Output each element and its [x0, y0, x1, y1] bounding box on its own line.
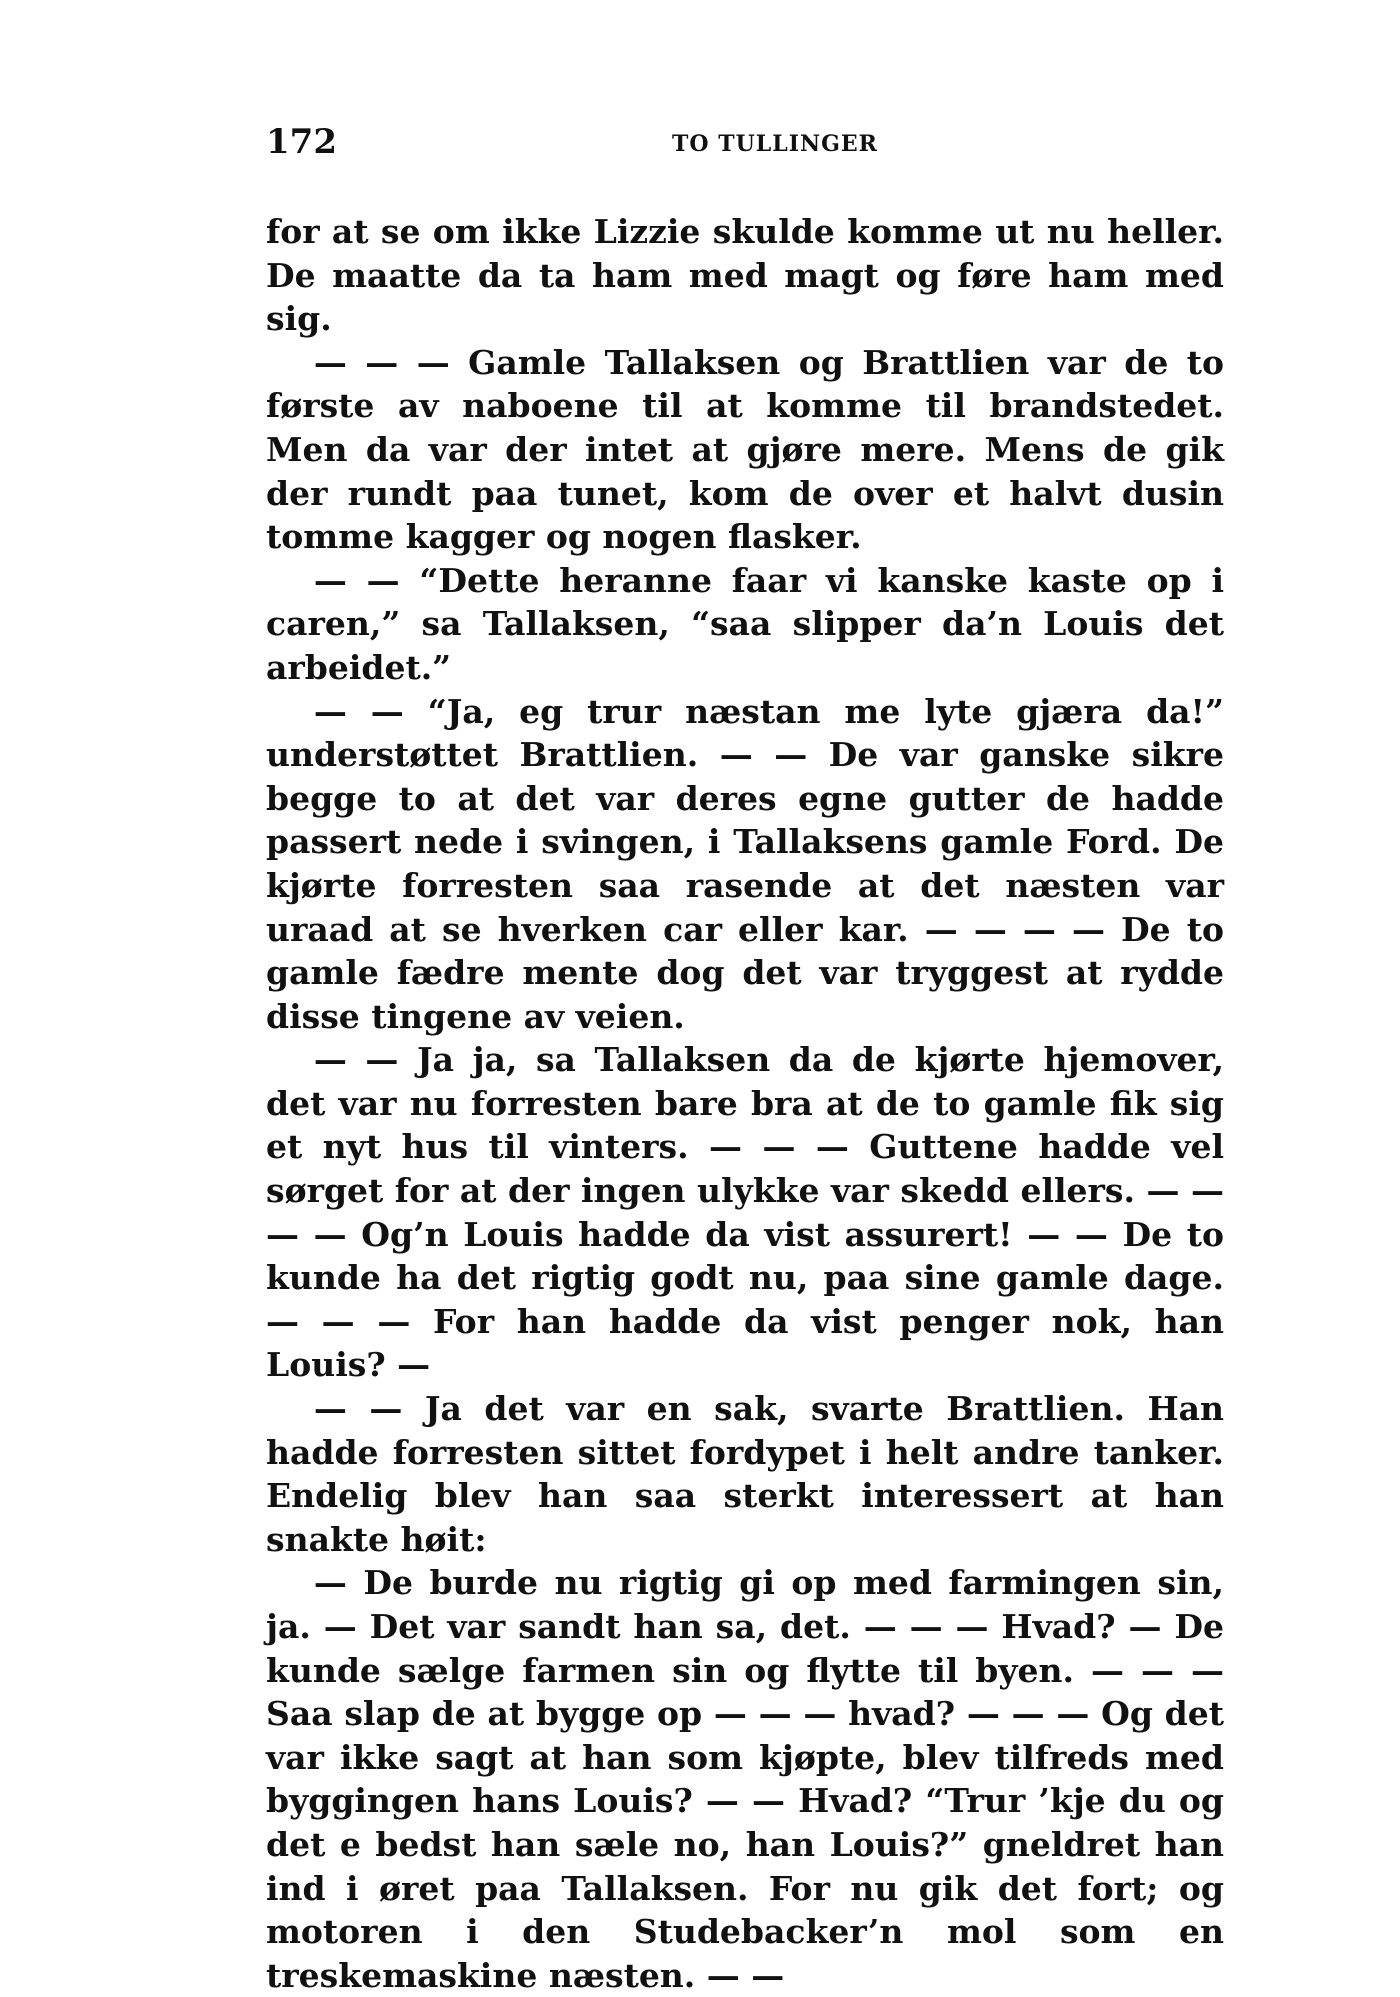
page-number: 172 [266, 122, 337, 162]
book-title: TO TULLINGER [672, 131, 878, 157]
paragraph-4: — — “Ja, eg trur næstan me lyte gjæra da!” understøttet Brattlien. — — De var ganske sikre begge to at det var deres egne gutter de hadde passert nede i svingen, i Tallaksens gamle Ford. De kjørte forresten saa rasende at det næsten var uraad at se hverken car eller kar. — — — — De to gamle fædre mente dog det var tryggest at rydde disse tingene av veien. [266, 691, 1224, 1036]
paragraph-2: — — — Gamle Tallaksen og Brattlien var de to første av naboene til at komme til brandstedet. Men da var der intet at gjøre mere. Mens de gik der rundt paa tunet, kom de over et halvt dusin tomme kagger og nogen flasker. [266, 342, 1224, 557]
paragraph-1: for at se om ikke Lizzie skulde komme ut nu heller. De maatte da ta ham med magt og føre ham med sig. [266, 212, 1224, 339]
paragraph-3: — — “Dette heranne faar vi kanske kaste op i caren,” sa Tallaksen, “saa slipper da’n Louis det arbeidet.” [266, 560, 1224, 687]
running-header [266, 122, 1224, 162]
paragraph-6: — — Ja det var en sak, svarte Brattlien. Han hadde forresten sittet fordypet i helt andre tanker. Endelig blev han saa sterkt interessert at han snakte høit: [266, 1389, 1224, 1559]
body-text [266, 210, 1224, 1997]
paragraph-7: — De burde nu rigtig gi op med farmingen sin, ja. — Det var sandt han sa, det. — — — Hvad? — De kunde sælge farmen sin og flytte til byen. — — — Saa slap de at bygge op — — — hvad? — — — Og det var ikke sagt at han som kjøpte, blev tilfreds med byggingen hans Louis? — — Hvad? “Trur ’kje du og det e bedst han sæle no, han Louis?” gneldret han ind i øret paa Tallaksen. For nu gik det fort; og motoren i den Studebacker’n mol som en treskemaskine næsten. — — [266, 1563, 1224, 1995]
paragraph-5: — — Ja ja, sa Tallaksen da de kjørte hjemover, det var nu forresten bare bra at de to gamle fik sig et nyt hus til vinters. — — — Guttene hadde vel sørget for at der ingen ulykke var skedd ellers. — — — — Og’n Louis hadde da vist assurert! — — De to kunde ha det rigtig godt nu, paa sine gamle dage. — — — For han hadde da vist penger nok, han Louis? — [266, 1040, 1224, 1385]
